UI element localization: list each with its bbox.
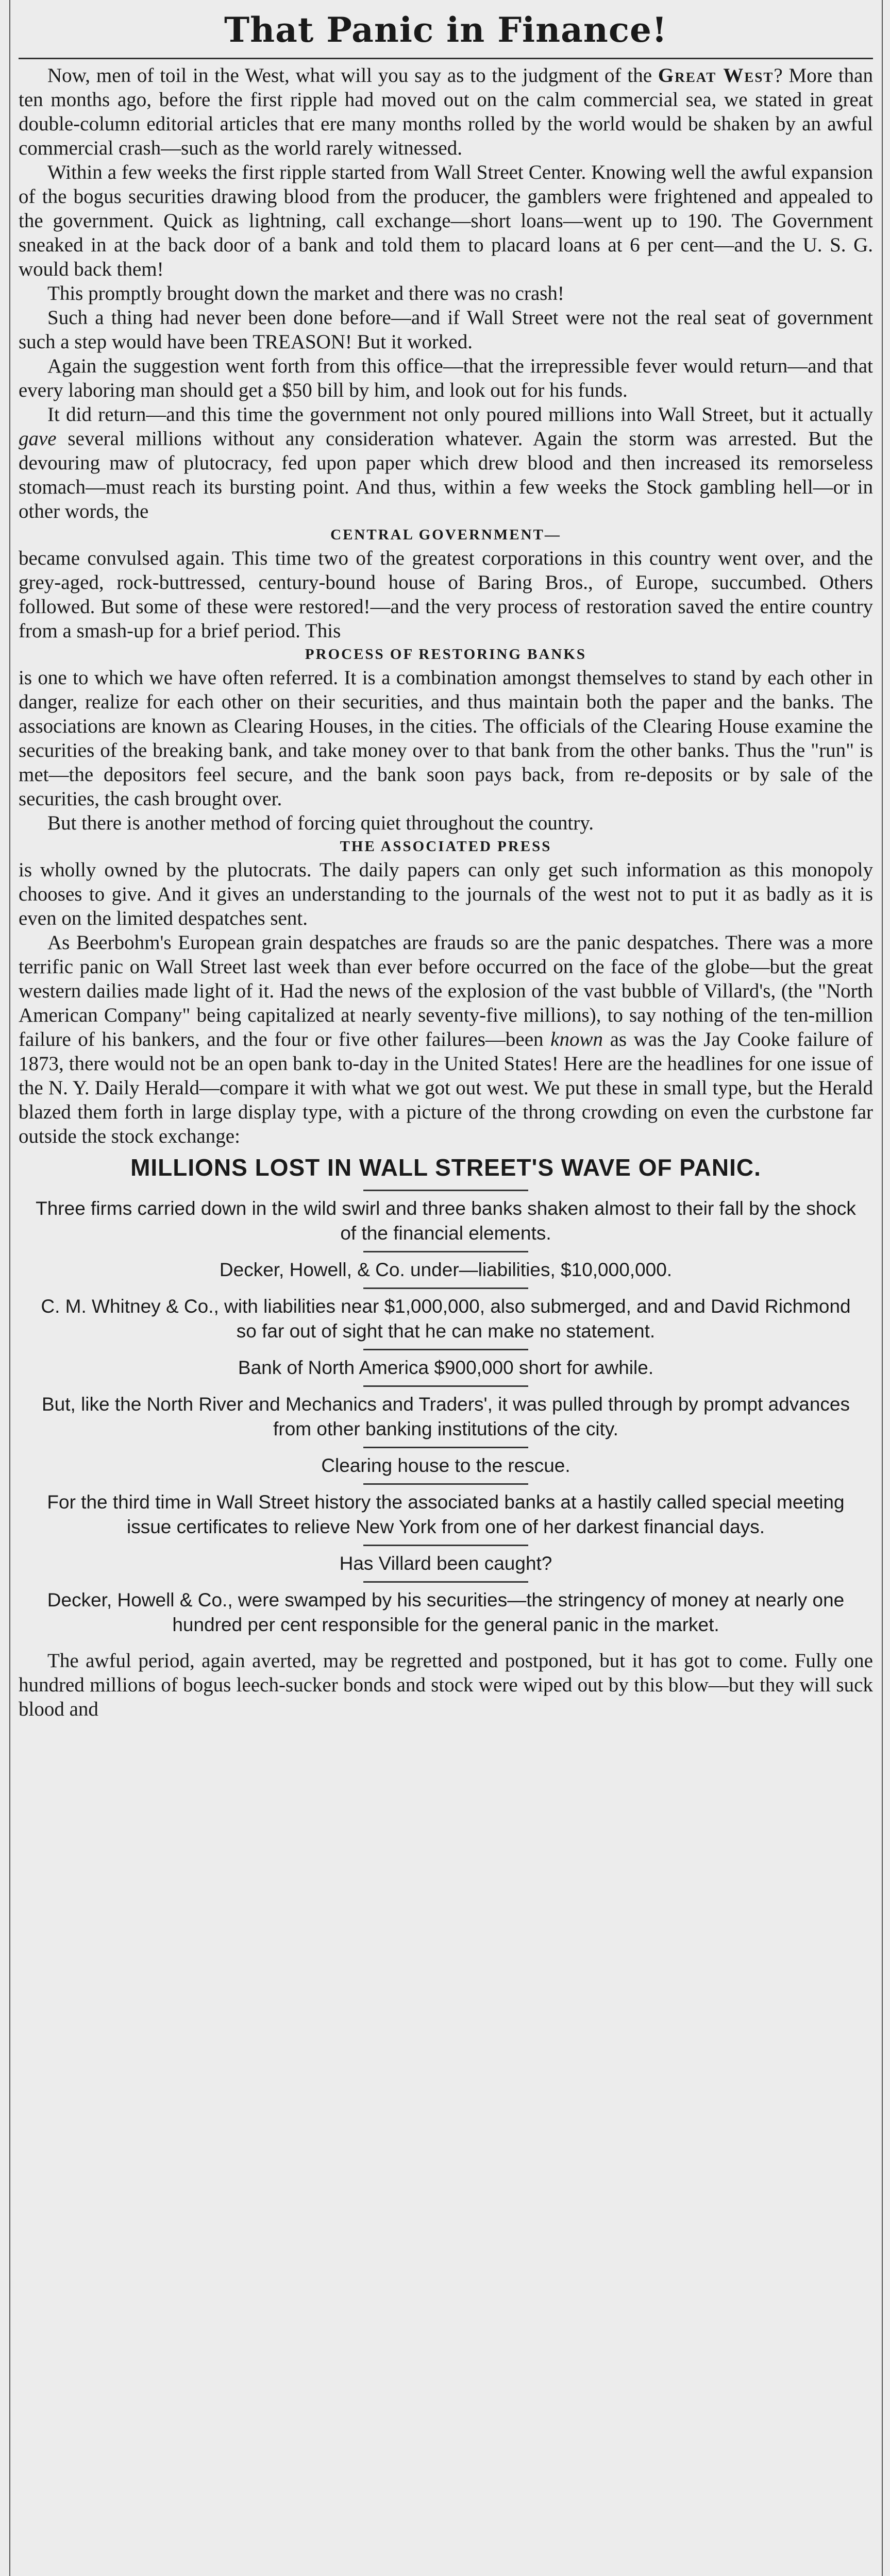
intro-text-end: ? More than ten months ago, before the first ripple had moved out on the calm commercial sea, we stated in great double-column editorial articles that ere many months rolled by the world would be shaken by an awful commercial crash—such as the world rarely witnessed. (19, 64, 873, 159)
paragraph-treason: Such a thing had never been done before—and if Wall Street were not the real seat of government such a step would have been TREASON! But it worked. (19, 307, 873, 353)
article-body (19, 63, 873, 1721)
herald-deck: C. M. Whitney & Co., with liabilities near $1,000,000, also submerged, and and David Richmond so far out of sight that he can make no statement. (41, 1296, 851, 1342)
deck-rule (363, 1447, 528, 1448)
herald-deck: Has Villard been caught? (339, 1553, 552, 1574)
gave-emphasis: gave (19, 428, 57, 450)
deck-rule (363, 1581, 528, 1583)
herald-deck: For the third time in Wall Street history the associated banks at a hastily called special meeting issue certificates to relieve New York from one of her darkest financial days. (47, 1492, 845, 1537)
deck-rule (363, 1545, 528, 1546)
left-column-gutter (0, 0, 10, 2576)
paragraph-press: is wholly owned by the plutocrats. The daily papers can only get such information as this monopoly chooses to give. And it gives an understanding to the journals of the west not to put it as badly as it is even on the limited despatches sent. (19, 859, 873, 929)
subhead-restoring-banks: PROCESS OF RESTORING BANKS (305, 646, 587, 663)
deck-rule (363, 1349, 528, 1350)
deck-rule (363, 1385, 528, 1387)
paragraph-intro (19, 63, 873, 160)
headline-rule (19, 58, 873, 59)
paragraph-clearing-houses: is one to which we have often referred. It is a combination amongst themselves to stand by each other in danger, realize for each other on their securities, and thus maintain both the paper and the banks. The associations are known as Clearing Houses, in the cities. The officials of the Clearing House examine the securities of the breaking bank, and take money over to that bank from the other banks. Thus the "run" is met—the depositors feel secure, and the bank soon pays back, from re-deposits or by sale of the securities, the cash brought over. (19, 667, 873, 810)
subhead-associated-press: THE ASSOCIATED PRESS (340, 838, 552, 855)
deck-rule (363, 1483, 528, 1485)
beerbohm-text-start: As Beerbohm's European grain despatches are frauds so are the panic despatches. There was a more terrific panic on Wall Street last week than ever before occurred on the face of the globe—but the great western dailies made light of it. Had the news of the explosion of the vast bubble of Villard's, (the "North American Company" being capitalized at nearly seventy-five millions), to say nothing of the ten-million failure of his bankers, and the four or five other failures—been (19, 931, 873, 1050)
beerbohm-text-end: as was the Jay Cooke failure of 1873, there would not be an open bank to-day in the United States! Here are the headlines for one issue of the N. Y. Daily Herald—compare it with what we got out west. We put these in small type, but the Herald blazed them forth in large display type, with a picture of the throng crowding on even the curbstone far outside the stock exchange: (19, 1028, 874, 1147)
paragraph-no-crash: This promptly brought down the market and there was no crash! (47, 282, 564, 304)
herald-deck: Decker, Howell & Co., were swamped by his securities—the stringency of money at nearly one hundred per cent responsible for the general panic in the market. (47, 1589, 845, 1635)
great-west-name: Great West (658, 64, 774, 87)
article-column (19, 9, 873, 1721)
herald-deck: Bank of North America $900,000 short for awhile. (238, 1357, 654, 1378)
deck-rule (363, 1190, 528, 1191)
did-return-text-end: several millions without any consideration whatever. Again the storm was arrested. But the devouring maw of plutocracy, fed upon paper which drew blood and then increased its remorseless stomach—must reach its bursting point. And thus, within a few weeks the Stock gambling hell—or in other words, the (19, 428, 873, 522)
did-return-text-start: It did return—and this time the government not only poured millions into Wall Street, but it actually (47, 403, 873, 426)
herald-deck: Three firms carried down in the wild swirl and three banks shaken almost to their fall by the shock of the financial elements. (36, 1198, 856, 1244)
paragraph-another-method: But there is another method of forcing quiet throughout the country. (47, 812, 594, 834)
paragraph-beerbohm (19, 930, 873, 1148)
paragraph-baring: became convulsed again. This time two of the greatest corporations in this country went over, and the grey-aged, rock-buttressed, century-bound house of Baring Bros., of Europe, succumbed. Others followed. But some of these were restored!—and the very process of restoration saved the entire country from a smash-up for a brief period. This (19, 547, 873, 642)
paragraph-closing: The awful period, again averted, may be regretted and postponed, but it has got to come. Fully one hundred millions of bogus leech-sucker bonds and stock were wiped out by this blow—but they will suck blood and (19, 1650, 873, 1720)
known-emphasis: known (550, 1028, 603, 1050)
herald-headline: MILLIONS LOST IN WALL STREET'S WAVE OF PANIC. (130, 1154, 761, 1181)
herald-deck: Decker, Howell, & Co. under—liabilities, $10,000,000. (219, 1259, 673, 1280)
paragraph-ripple: Within a few weeks the first ripple started from Wall Street Center. Knowing well the awful expansion of the bogus securities drawing blood from the producer, the gamblers were frightened and appealed to the government. Quick as lightning, call exchange—short loans—went up to 190. The Government sneaked in at the back door of a bank and told them to placard loans at 6 per cent—and the U. S. G. would back them! (19, 161, 873, 280)
intro-text-start: Now, men of toil in the West, what will you say as to the judgment of the (47, 64, 658, 87)
right-column-gutter (882, 0, 890, 2576)
paragraph-suggestion: Again the suggestion went forth from this office—that the irrepressible fever would return—and that every laboring man should get a $50 bill by him, and look out for his funds. (19, 355, 873, 401)
closing-section (19, 1649, 873, 1721)
deck-rule (363, 1287, 528, 1289)
herald-deck: But, like the North River and Mechanics and Traders', it was pulled through by prompt advances from other banking institutions of the city. (41, 1394, 850, 1439)
subhead-central-government: CENTRAL GOVERNMENT— (330, 527, 561, 543)
deck-rule (363, 1251, 528, 1252)
herald-deck: Clearing house to the rescue. (321, 1455, 570, 1476)
paragraph-did-return (19, 402, 873, 523)
article-headline: That Panic in Finance! (224, 10, 668, 50)
